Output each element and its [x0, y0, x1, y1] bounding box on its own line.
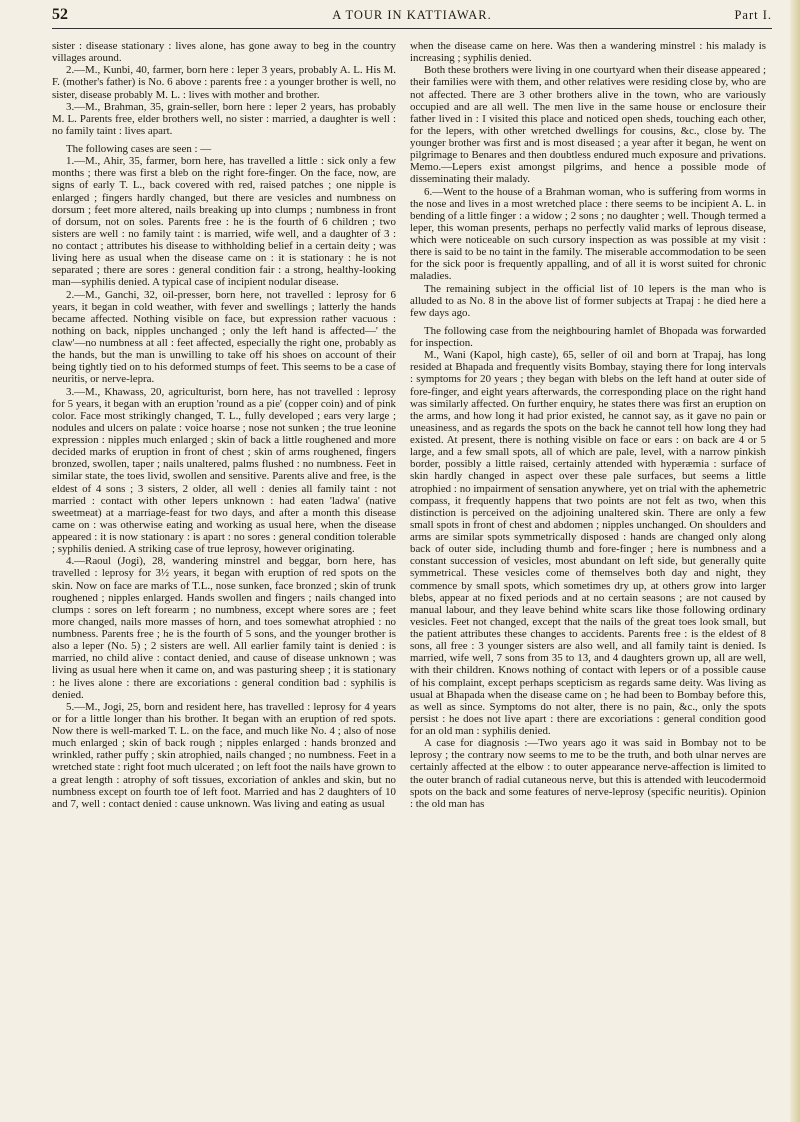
paragraph: 3.—M., Khawass, 20, agriculturist, born here, has not travelled : leprosy for 5 years, it began with an eruption 'round as a pie' (copper coin) and of pink color. Face most strikingly changed, T. L., fully developed ; ears very large ; nodules and ulcers on palate : voice hoarse ; nose not sunken ; the true leonine expression : nipples much enlarged ; skin of back a little roughened and more decided marks of eruption in front of chest ; skin of arms roughened, fingers bronzed, swollen, taper ; nails unaltered, palms flushed : no numbness. Feet in similar state, the toes livid, swollen and sensitive. Parents alive and free, is the eldest of 4 sons ; 3 sisters, 2 older, all well : denies all family taint : not married : contact with other lepers unknown : had eaten 'ladwa' (native sweetmeat) at a marriage-feast for two days, and after a month this disease came on : was otherwise eating and working as usual here, when the disease appeared : it is now stationary : is apart : no sores : general condition tolerable ; syphilis denied. A striking case of true leprosy, however originating.: [52, 385, 396, 556]
paragraph: Both these brothers were living in one courtyard when their disease appeared ; their families were with them, and other relatives were residing close by, who are not affected. There are 3 other brothers alive in the town, who are variously occupied and are all well. The men live in the same house or enclosure their father lived in : I visited this place and noticed open sheds, touching each other, for the lepers, with other wretched dwellings for cousins, &c., close by. The younger brother was first and is most diseased ; a year after it began, he went on pilgrimage to Benares and then doubtless endured much exposure and privations. Memo.—Lepers exist amongst pilgrims, and hence a possible mode of disseminating their malady.: [410, 64, 766, 186]
right-column: [410, 40, 766, 1114]
paragraph: 1.—M., Ahir, 35, farmer, born here, has travelled a little : sick only a few months ; there was first a bleb on the right fore-finger. On the face, now, are signs of early T. L., back covered with red, raised patches ; one nipple is enlarged ; fingers hardly changed, but there are vesicles and numbness on dorsum ; feet more altered, nails breaking up into clumps ; numbness in front of dorsum, not on soles. Parents free : he is the fourth of 6 children ; two sisters are well : no family taint : is married, wife well, and a daughter of 3 : no contact ; attributes his disease to withholding belief in a certain deity ; was living here as usual when the disease came on : it is stationary : he is not separated ; there are sores : general condition fair : a strong, healthy-looking man—syphilis denied. A typical case of incipient nodular disease.: [52, 155, 396, 289]
paragraph: A case for diagnosis :—Two years ago it was said in Bombay not to be leprosy ; the contrary now seems to me to be the truth, and both ulnar nerves are certainly affected at the elbow : to outer appearance nerve-affection is limited to the outer branch of radial cutaneous nerve, but this is attended with leucodermoid spots on the back and some features of nerve-leprosy (specific neuritis). Opinion : the old man has: [410, 737, 766, 810]
running-title: A TOUR IN KATTIAWAR.: [332, 8, 492, 22]
paragraph: The following case from the neighbouring hamlet of Bhopada was forwarded for inspection.: [410, 324, 766, 349]
paragraph: 2.—M., Ganchi, 32, oil-presser, born here, not travelled : leprosy for 6 years, it began in cold weather, with fever and swellings ; latterly the hands became affected. Nothing visible on face, but expression rather vacuous : nothing on back, nipples unchanged ; only the left hand is affected—' the claw'—no numbness at all : feet affected, especially the right one, probably as the hands, but the man is unwilling to take off his shoes on account of their being tightly tied on to his deformed stumps of feet. This seems to be a case of neuritis, or nerve-lepra.: [52, 288, 396, 386]
page-number: 52: [52, 6, 68, 23]
paragraph: when the disease came on here. Was then a wandering minstrel : his malady is increasing ; syphilis denied.: [410, 40, 766, 65]
paragraph: 5.—M., Jogi, 25, born and resident here, has travelled : leprosy for 4 years or for a little longer than his brother. It began with an eruption of red spots. Now there is well-marked T. L. on the face, and much like No. 4 ; also of nose much enlarged ; skin of back rough ; nipples enlarged : hands bronzed and wrinkled, rather puffy ; skin atrophied, nails changed ; no numbness. Feet in a wretched state : right foot much ulcerated ; on left foot the nails have grown to a great length : atrophy of soft tissues, excoriation of ankles and skin, but no numbness except on fourth toe of left foot. Married and has 2 daughters of 10 and 7, well : contact denied : cause unknown. Was living and eating as usual: [52, 700, 396, 810]
part-label: Part I.: [734, 8, 772, 22]
page-edge: [790, 0, 800, 1122]
paragraph: The remaining subject in the official list of 10 lepers is the man who is alluded to as No. 8 in the above list of former subjects at Trapaj : he died here a few days ago.: [410, 282, 766, 319]
paragraph: The following cases are seen : —: [66, 143, 212, 155]
left-column: [52, 40, 396, 1114]
page-header: [52, 6, 772, 29]
paragraph: 4.—Raoul (Jogi), 28, wandering minstrel and beggar, born here, has travelled : leprosy for 3½ years, it began with eruption of red spots on the skin. Now on face are marks of T.L., nose sunken, face bronzed ; skin of trunk roughened ; nipples enlarged. Hands swollen and fingers ; nails changed into clumps : sores on left forearm ; no numbness, except where sores are ; feet more changed, nails more masses of horn, and toes somewhat atrophied : no numbness. Parents free ; he is the fourth of 5 sons, and the younger brother is also a leper (No. 5) ; 2 sisters are well. All earlier family taint is denied : is married, no child alive : contact denied, and cause of disease unknown ; was living as usual here when it came on, and was pasturing sheep ; it is stationary : he lives alone : there are excoriations : general condition bad : syphilis is denied.: [52, 555, 396, 701]
paragraph: M., Wani (Kapol, high caste), 65, seller of oil and born at Trapaj, has long resided at Bhapada and frequently visits Bombay, staying there for long intervals : symptoms for 20 years ; they began with blebs on the left hand at outer side of fore-finger, and eight years afterwards, the corresponding place on the right hand was similarly affected. On further enquiry, he states there was first an eruption on the arms, and how long it had prior existed, he cannot say, as it gave no pain or uneasiness, and as regards the spots on the back he cannot tell how long they had existed. At present, there is nothing visible on face or ears : on back are 4 or 5 large, and a few small spots, all of which are pale, level, with a narrow pinkish border, possibly a little raised, certainly attended with hyperæmia : surface of skin hardly changed in aspect over these pale surfaces, but seems a little atrophied : no impairment of sensation anywhere, yet on trial with the aphemetric compass, it frequently happens that two points are not felt as two, when this distinction is perceived on the adjoining unaltered skin. There are only a few small spots in front of chest and abdomen ; nipples unchanged. On shoulders and arms are similar spots symmetrically disposed : hands are changed only along back of outer side, including thumb and fore-finger ; here is numbness and a constant succession of vesicles, most abundant on left side, but generally quite symmetrical. These vesicles come of themselves both day and night, they commence by small spots, which sometimes dry up, at others grow into larger blebs, appear at no fixed periods and at no certain seasons ; are not caused by manual labour, and they leave behind white scars like those following ordinary vesicles. Feet not changed, except that the nails of the great toes look small, but the patient attributes these changes to accidents. Parents free : is the eldest of 8 sons, all free : 3 younger sisters are also well, and all family taint is denied. Is married, wife well, 7 sons from 35 to 13, and 4 daughters grown up, all are well, with their children. Knows nothing of contact with lepers or of a possible cause of his complaint, except perhaps scepticism as regards same deity. Was living as usual at Bhapada when the disease came on ; he had been to Bombay before this, as well as since. Symptoms do not alter, there is no pain, &c., only the spots persist : he does not live apart : there are excoriations : general condition good for an old man : syphilis denied.: [410, 349, 766, 737]
paragraph: 3.—M., Brahman, 35, grain-seller, born here : leper 2 years, has probably M. L. Parents free, elder brothers well, no sister : married, a daughter is well : no family taint : lives apart.: [52, 100, 396, 137]
paragraph: sister : disease stationary : lives alone, has gone away to beg in the country villages around.: [52, 40, 396, 65]
paragraph: 6.—Went to the house of a Brahman woman, who is suffering from worms in the nose and lives in a most wretched place : there seems to be incipient A. L. in bending of a little finger : a widow ; 2 sons ; no daughter ; well. Though termed a leper, this woman presents, perhaps no perfectly valid marks of leprous disease, which were noticeable on such cursory inspection as was possible at my visit : there is said to be no taint in the family. The miserable accommodation to be seen for the sick poor is frequently appalling, and of all it is worst suited for chronic maladies.: [410, 185, 766, 283]
paragraph: 2.—M., Kunbi, 40, farmer, born here : leper 3 years, probably A. L. His M. F. (mother's father) is No. 6 above : parents free : a younger brother is well, no sister, disease probably M. L. : lives with mother and brother.: [52, 64, 396, 101]
